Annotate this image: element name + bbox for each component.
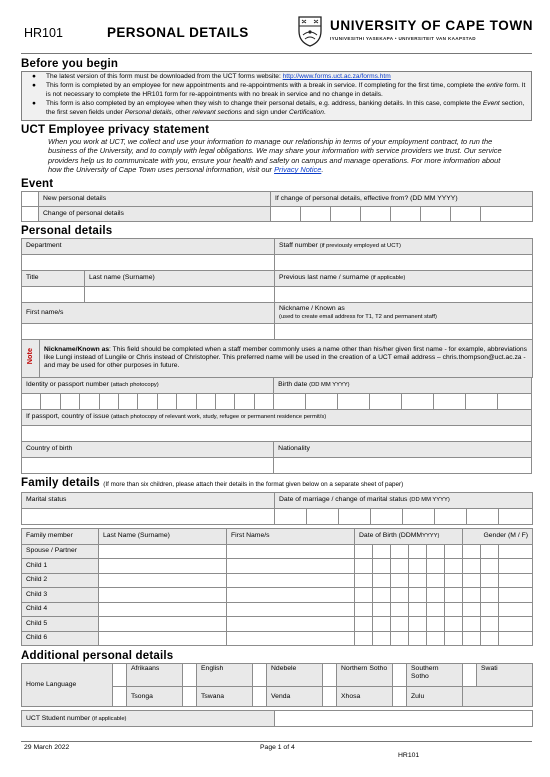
family-dob-year-field[interactable]	[481, 588, 499, 603]
family-dob-day-field[interactable]	[373, 588, 391, 603]
family-dob-year-field[interactable]	[463, 588, 481, 603]
family-dob-month-field[interactable]	[391, 588, 409, 603]
family-dob-month-field[interactable]	[391, 631, 409, 646]
effective-date-year-field[interactable]	[451, 206, 481, 221]
afrikaans-checkbox[interactable]	[113, 664, 127, 687]
birth-date-label-cell	[274, 377, 532, 393]
personal-details-heading: Personal details	[21, 224, 113, 237]
marriage-year-field[interactable]	[499, 508, 533, 524]
country-of-birth-label: Country of birth	[22, 441, 274, 457]
birth-year-field[interactable]	[434, 393, 466, 409]
family-dob-month-field[interactable]	[391, 573, 409, 588]
personal-details-table	[21, 238, 533, 340]
swati-checkbox[interactable]	[463, 664, 477, 687]
form-header	[21, 14, 532, 54]
form-page	[21, 14, 532, 727]
english-checkbox[interactable]	[183, 664, 197, 687]
family-dob-month-field[interactable]	[409, 573, 427, 588]
staff-number-label: Staff number	[279, 242, 318, 250]
family-first-names-column-header: First Name/s	[227, 528, 355, 544]
marital-status-label: Marital status	[22, 492, 275, 508]
staff-number-label-cell	[275, 238, 533, 254]
id-digit-field[interactable]	[41, 393, 60, 409]
dob-header-part2: YYYY)	[422, 533, 440, 540]
family-gender-field[interactable]	[499, 617, 533, 632]
effective-date-day-field[interactable]	[271, 206, 301, 221]
marriage-month-field[interactable]	[339, 508, 371, 524]
id-digit-field[interactable]	[60, 393, 79, 409]
family-dob-year-field[interactable]	[427, 573, 445, 588]
family-dob-day-field[interactable]	[373, 544, 391, 559]
additional-details-heading: Additional personal details	[21, 650, 174, 663]
family-member-label: Child 4	[22, 602, 99, 617]
department-label: Department	[22, 238, 275, 254]
forms-website-link[interactable]: http://www.forms.uct.ac.za/forms.htm	[282, 73, 391, 80]
id-digit-field[interactable]	[138, 393, 157, 409]
language-tsonga: Tsonga	[127, 687, 183, 707]
instruction-emphasis: relevant sections	[192, 108, 242, 116]
language-afrikaans: Afrikaans	[127, 664, 183, 687]
family-dob-day-field[interactable]	[355, 602, 373, 617]
id-number-note: (attach photocopy)	[110, 382, 159, 389]
instruction-text: This form is completed by an employee for new appointments and re-appointments with a break in service. If completing for the first time, complete the	[46, 82, 487, 90]
previous-last-name-label: Previous last name / surname	[279, 274, 369, 282]
country-of-birth-field[interactable]	[22, 457, 274, 473]
marriage-year-field[interactable]	[403, 508, 435, 524]
id-digit-field[interactable]	[118, 393, 137, 409]
birth-day-field[interactable]	[274, 393, 306, 409]
university-subtitle: IYUNIVESITHI YASEKAPA • UNIVERSITEIT VAN KAAPSTAD	[330, 36, 476, 41]
student-number-table	[21, 710, 533, 727]
family-member-label: Child 5	[22, 617, 99, 632]
new-details-label: New personal details	[39, 191, 271, 206]
family-dob-year-field[interactable]	[481, 602, 499, 617]
marriage-year-field[interactable]	[467, 508, 499, 524]
family-dob-year-field[interactable]	[427, 588, 445, 603]
family-last-name-field[interactable]	[99, 544, 227, 559]
birth-date-note: (DD MM YYYY)	[309, 382, 350, 389]
event-heading: Event	[21, 177, 54, 190]
family-first-names-field[interactable]	[227, 631, 355, 646]
note-label-cell	[22, 339, 40, 377]
family-first-names-field[interactable]	[227, 602, 355, 617]
family-member-row	[22, 544, 533, 559]
effective-date-label: If change of personal details, effective from? (DD MM YYYY)	[271, 191, 533, 206]
effective-date-year-field[interactable]	[391, 206, 421, 221]
bullet-icon: ●	[32, 82, 36, 90]
instruction-text: .	[323, 108, 326, 116]
marriage-date-note: (DD MM YYYY)	[409, 497, 450, 504]
family-dob-column-header	[355, 528, 463, 544]
southern-sotho-checkbox[interactable]	[393, 664, 407, 687]
footer-form-code: HR101	[398, 752, 420, 759]
family-dob-day-field[interactable]	[355, 544, 373, 559]
family-dob-year-field[interactable]	[445, 573, 463, 588]
language-southern-sotho: Southern Sotho	[407, 664, 463, 687]
last-name-label: Last name (Surname)	[85, 270, 275, 286]
family-member-row	[22, 631, 533, 646]
birth-year-field[interactable]	[466, 393, 498, 409]
change-details-label: Change of personal details	[39, 206, 271, 221]
family-dob-year-field[interactable]	[427, 631, 445, 646]
family-last-name-field[interactable]	[99, 631, 227, 646]
previous-last-name-note: (if applicable)	[370, 275, 406, 282]
staff-number-field[interactable]	[275, 254, 533, 270]
northern-sotho-checkbox[interactable]	[323, 664, 337, 687]
language-swati: Swati	[477, 664, 533, 687]
family-member-row	[22, 602, 533, 617]
student-number-note: (if applicable)	[92, 715, 127, 722]
family-rows	[22, 544, 533, 646]
family-gender-column-header: Gender (M / F)	[463, 528, 533, 544]
family-member-label: Child 2	[22, 573, 99, 588]
family-gender-field[interactable]	[499, 544, 533, 559]
language-zulu: Zulu	[407, 687, 463, 707]
family-dob-year-field[interactable]	[463, 617, 481, 632]
family-details-heading-row	[21, 476, 532, 492]
id-digit-field[interactable]	[254, 393, 273, 409]
staff-number-note: (if previously employed at UCT)	[319, 243, 401, 250]
passport-country-note: (attach photocopy of relevant work, study, refugee or permanent residence permit/s)	[111, 414, 327, 421]
effective-date-day-field[interactable]	[301, 206, 331, 221]
family-last-name-field[interactable]	[99, 588, 227, 603]
effective-date-year-field[interactable]	[421, 206, 451, 221]
family-member-row	[22, 573, 533, 588]
family-last-name-field[interactable]	[99, 573, 227, 588]
previous-last-name-field[interactable]	[275, 286, 533, 302]
family-dob-month-field[interactable]	[409, 588, 427, 603]
family-member-label: Spouse / Partner	[22, 544, 99, 559]
home-language-table	[21, 663, 533, 707]
marriage-month-field[interactable]	[371, 508, 403, 524]
family-details-note: (If more than six children, please attach their details in the format given below on a separate sheet of paper)	[103, 480, 404, 488]
nationality-field[interactable]	[274, 457, 532, 473]
student-number-field[interactable]	[275, 711, 533, 727]
family-dob-day-field[interactable]	[355, 559, 373, 574]
previous-last-name-label-cell	[275, 270, 533, 286]
bullet-icon: ●	[32, 100, 36, 108]
privacy-heading: UCT Employee privacy statement	[21, 124, 210, 137]
family-dob-month-field[interactable]	[391, 544, 409, 559]
birth-year-field[interactable]	[498, 393, 532, 409]
title-label: Title	[22, 270, 85, 286]
university-name: UNIVERSITY OF CAPE TOWN	[330, 18, 534, 33]
home-language-label: Home Language	[22, 664, 113, 707]
footer-page-number: Page 1 of 4	[260, 744, 295, 751]
nickname-note: (used to create email address for T1, T2 and permanent staff)	[279, 313, 437, 320]
instruction-emphasis: Event	[482, 100, 500, 108]
privacy-notice-link[interactable]: Privacy Notice	[274, 165, 322, 175]
family-gender-field[interactable]	[499, 588, 533, 603]
family-dob-day-field[interactable]	[373, 573, 391, 588]
privacy-text-end: .	[321, 165, 324, 175]
family-dob-day-field[interactable]	[373, 602, 391, 617]
marriage-date-label: Date of marriage / change of marital status	[279, 496, 408, 504]
family-gender-field[interactable]	[499, 602, 533, 617]
birth-month-field[interactable]	[370, 393, 402, 409]
family-dob-month-field[interactable]	[409, 617, 427, 632]
student-number-label: UCT Student number	[26, 714, 91, 722]
privacy-statement	[21, 137, 532, 175]
family-dob-year-field[interactable]	[481, 631, 499, 646]
nickname-field[interactable]	[275, 323, 533, 339]
family-last-name-field[interactable]	[99, 617, 227, 632]
family-dob-year-field[interactable]	[481, 544, 499, 559]
family-dob-day-field[interactable]	[373, 617, 391, 632]
family-dob-day-field[interactable]	[355, 573, 373, 588]
id-number-label-cell	[22, 377, 274, 393]
family-dob-year-field[interactable]	[445, 602, 463, 617]
birth-day-field[interactable]	[306, 393, 338, 409]
last-name-field[interactable]	[85, 286, 275, 302]
family-dob-year-field[interactable]	[463, 559, 481, 574]
form-code: HR101	[24, 26, 63, 40]
zulu-checkbox[interactable]	[393, 687, 407, 707]
family-dob-year-field[interactable]	[481, 559, 499, 574]
family-dob-year-field[interactable]	[463, 544, 481, 559]
instruction-text: and sign under	[241, 108, 290, 116]
family-dob-year-field[interactable]	[427, 602, 445, 617]
dob-header-part1: Date of Birth (DDMM	[359, 532, 423, 540]
family-dob-day-field[interactable]	[373, 559, 391, 574]
instruction-item	[26, 82, 527, 99]
family-dob-day-field[interactable]	[373, 631, 391, 646]
family-dob-year-field[interactable]	[463, 602, 481, 617]
family-dob-year-field[interactable]	[445, 617, 463, 632]
form-title: PERSONAL DETAILS	[107, 25, 249, 40]
id-digit-field[interactable]	[235, 393, 254, 409]
id-digit-field[interactable]	[196, 393, 215, 409]
ndebele-checkbox[interactable]	[253, 664, 267, 687]
marriage-day-field[interactable]	[307, 508, 339, 524]
first-names-label: First name/s	[22, 302, 275, 323]
change-details-checkbox[interactable]	[22, 206, 39, 221]
family-first-names-field[interactable]	[227, 544, 355, 559]
id-digit-field[interactable]	[80, 393, 99, 409]
instruction-emphasis: entire	[486, 82, 504, 90]
uct-crest-logo	[297, 15, 323, 47]
family-gender-field[interactable]	[499, 631, 533, 646]
instruction-text: This form is also completed by an employee when they wish to change their personal details, e.g. address, banking details. In this case, complete the	[46, 100, 483, 108]
family-dob-day-field[interactable]	[355, 631, 373, 646]
id-digit-field[interactable]	[157, 393, 176, 409]
family-dob-year-field[interactable]	[481, 573, 499, 588]
passport-country-field[interactable]	[22, 425, 532, 441]
note-body-text: : This field should be completed when a staff member commonly uses a name other than his/her given first name - for example, abbreviations like Lungi instead of Lungile or Chris instead of Christopher. This preferred name will be used in the creation of a UCT email address – chris.thompson@uct.ac.za - and may be used for other purposes in future.	[44, 345, 527, 370]
family-last-name-field[interactable]	[99, 559, 227, 574]
family-member-column-header: Family member	[22, 528, 99, 544]
event-table	[21, 191, 533, 222]
family-dob-year-field[interactable]	[445, 544, 463, 559]
family-last-name-field[interactable]	[99, 602, 227, 617]
tswana-checkbox[interactable]	[183, 687, 197, 707]
first-names-field[interactable]	[22, 323, 275, 339]
family-first-names-field[interactable]	[227, 559, 355, 574]
student-number-label-cell	[22, 711, 275, 727]
family-dob-month-field[interactable]	[391, 559, 409, 574]
marriage-date-label-cell	[275, 492, 533, 508]
marital-status-field[interactable]	[22, 508, 275, 524]
instruction-item	[26, 73, 527, 81]
family-dob-month-field[interactable]	[409, 602, 427, 617]
family-member-label: Child 1	[22, 559, 99, 574]
instruction-emphasis: Personal details	[124, 108, 172, 116]
effective-date-month-field[interactable]	[331, 206, 361, 221]
family-dob-year-field[interactable]	[427, 617, 445, 632]
instruction-text: , other	[171, 108, 193, 116]
identity-table	[21, 377, 532, 474]
venda-checkbox[interactable]	[253, 687, 267, 707]
family-members-table	[21, 528, 533, 647]
family-dob-day-field[interactable]	[355, 588, 373, 603]
note-label: Note	[25, 348, 35, 365]
family-details-heading: Family details	[21, 476, 100, 489]
tsonga-checkbox[interactable]	[113, 687, 127, 707]
passport-country-label: If passport, country of issue	[26, 413, 110, 421]
family-first-names-field[interactable]	[227, 573, 355, 588]
family-dob-month-field[interactable]	[409, 631, 427, 646]
family-member-label: Child 6	[22, 631, 99, 646]
nickname-label: Nickname / Known as	[279, 304, 345, 312]
language-xhosa: Xhosa	[337, 687, 393, 707]
family-dob-day-field[interactable]	[355, 617, 373, 632]
language-tswana: Tswana	[197, 687, 253, 707]
instruction-text: form. It is not necessary to complete the HR101 form for re-appointments with no break in service and no change in details.	[46, 82, 526, 98]
effective-date-year-field[interactable]	[481, 206, 533, 221]
language-northern-sotho: Northern Sotho	[337, 664, 393, 687]
before-you-begin-box	[21, 71, 532, 121]
id-number-label: Identity or passport number	[26, 381, 109, 389]
nickname-note-table	[21, 339, 533, 378]
instruction-emphasis: Certification	[289, 108, 324, 116]
id-digit-field[interactable]	[22, 393, 41, 409]
family-dob-year-field[interactable]	[427, 559, 445, 574]
privacy-text: When you work at UCT, we collect and use your information to manage our relationship in terms of your employment contract, to run the business of the University, and to comply with legal obligations. We may share your information with service providers we trust. Our service providers help us to communicate with you, ensure your health and safety on campus and manage operations. For more information about how the University of Cape Town uses personal information, visit our	[48, 137, 502, 175]
marriage-day-field[interactable]	[275, 508, 307, 524]
id-digit-field[interactable]	[99, 393, 118, 409]
id-digit-field[interactable]	[177, 393, 196, 409]
passport-country-label-cell	[22, 409, 532, 425]
birth-year-field[interactable]	[402, 393, 434, 409]
family-dob-month-field[interactable]	[409, 559, 427, 574]
family-dob-month-field[interactable]	[391, 602, 409, 617]
birth-month-field[interactable]	[338, 393, 370, 409]
family-member-label: Child 3	[22, 588, 99, 603]
department-field[interactable]	[22, 254, 275, 270]
language-venda: Venda	[267, 687, 323, 707]
family-dob-year-field[interactable]	[463, 573, 481, 588]
instruction-text: The latest version of this form must be downloaded from the UCT forms website:	[46, 73, 283, 80]
xhosa-checkbox[interactable]	[323, 687, 337, 707]
nationality-label: Nationality	[274, 441, 532, 457]
id-digit-field[interactable]	[215, 393, 234, 409]
title-field[interactable]	[22, 286, 85, 302]
family-last-name-column-header: Last Name (Surname)	[99, 528, 227, 544]
family-member-row	[22, 559, 533, 574]
language-empty-cell	[463, 687, 533, 707]
family-dob-year-field[interactable]	[481, 617, 499, 632]
family-member-row	[22, 617, 533, 632]
family-gender-field[interactable]	[499, 559, 533, 574]
family-dob-year-field[interactable]	[445, 588, 463, 603]
language-english: English	[197, 664, 253, 687]
family-dob-year-field[interactable]	[463, 631, 481, 646]
marital-table	[21, 492, 533, 525]
language-ndebele: Ndebele	[267, 664, 323, 687]
before-you-begin-heading: Before you begin	[21, 58, 119, 70]
page-footer	[21, 741, 532, 765]
family-dob-month-field[interactable]	[391, 617, 409, 632]
marriage-year-field[interactable]	[435, 508, 467, 524]
family-dob-year-field[interactable]	[427, 544, 445, 559]
family-member-row	[22, 588, 533, 603]
new-details-checkbox[interactable]	[22, 191, 39, 206]
nickname-note-text	[40, 339, 533, 377]
footer-date: 29 March 2022	[24, 744, 70, 751]
family-gender-field[interactable]	[499, 573, 533, 588]
note-bold-text: Nickname/Known as	[44, 345, 110, 353]
nickname-label-cell	[275, 302, 533, 323]
family-dob-year-field[interactable]	[445, 559, 463, 574]
birth-date-label: Birth date	[278, 381, 308, 389]
family-first-names-field[interactable]	[227, 617, 355, 632]
effective-date-month-field[interactable]	[361, 206, 391, 221]
bullet-icon: ●	[32, 73, 36, 80]
instruction-text: section, the first seven fields under	[46, 100, 525, 116]
instruction-item	[26, 100, 527, 117]
family-dob-month-field[interactable]	[409, 544, 427, 559]
family-first-names-field[interactable]	[227, 588, 355, 603]
family-dob-year-field[interactable]	[445, 631, 463, 646]
